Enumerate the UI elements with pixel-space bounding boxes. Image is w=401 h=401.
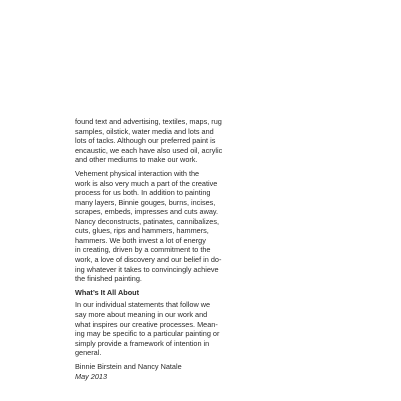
text-line: general. xyxy=(75,348,102,358)
text-line: samples, oilstick, water media and lots and xyxy=(75,126,214,136)
text-line: work, a love of discovery and our belief in do- xyxy=(75,254,222,264)
paragraph-meaning xyxy=(75,300,227,357)
text-line: ing whatever it takes to convincingly achieve xyxy=(75,264,219,274)
signature-date: May 2013 xyxy=(75,371,108,381)
text-line: Nancy deconstructs, patinates, cannibalizes, xyxy=(75,216,219,226)
text-line: lots of tacks. Although our preferred paint is xyxy=(75,136,216,146)
text-line: many layers, Binnie gouges, burns, incises, xyxy=(75,197,216,207)
text-line: scrapes, embeds, impresses and cuts away. xyxy=(75,207,219,217)
text-line: what inspires our creative processes. Mean- xyxy=(75,319,218,329)
signature-authors: Binnie Birstein and Nancy Natale xyxy=(75,362,182,372)
section-heading: What’s It All About xyxy=(75,287,140,297)
text-line: process for us both. In addition to painting xyxy=(75,188,211,198)
text-line: Vehement physical interaction with the xyxy=(75,169,200,179)
text-line: found text and advertising, textiles, maps, rug xyxy=(75,117,222,126)
text-line: ing may be specific to a particular painting or xyxy=(75,329,220,339)
text-line: say more about meaning in our work and xyxy=(75,309,208,319)
paragraph-materials xyxy=(75,117,227,165)
text-line: cuts, glues, rips and hammers, hammers, xyxy=(75,226,209,236)
text-line: and other mediums to make our work. xyxy=(75,155,198,165)
text-line: hammers. We both invest a lot of energy xyxy=(75,235,206,245)
text-line: In our individual statements that follow we xyxy=(75,300,211,310)
text-line: the finished painting. xyxy=(75,274,142,284)
text-line: simply provide a framework of intention in xyxy=(75,338,210,348)
paragraph-physical-interaction xyxy=(75,169,227,284)
text-line: encaustic, we each have also used oil, acrylic xyxy=(75,145,223,155)
text-line: work is also very much a part of the creative xyxy=(75,178,218,188)
text-column xyxy=(75,117,227,381)
signature-block xyxy=(75,362,227,381)
text-line: in creating, driven by a commitment to the xyxy=(75,245,211,255)
